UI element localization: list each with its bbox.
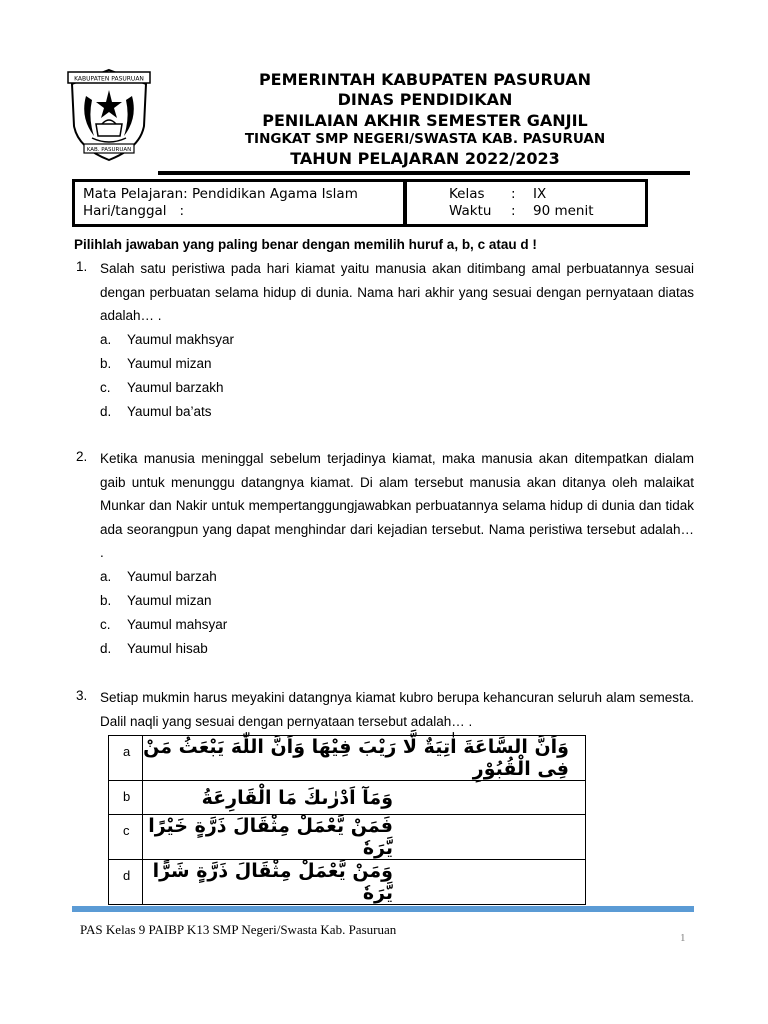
option-letter: c. [100, 379, 111, 395]
header-line-3: PENILAIAN AKHIR SEMESTER GANJIL [262, 111, 588, 130]
option-a[interactable] [100, 565, 694, 589]
option-letter: b. [100, 592, 112, 608]
exam-info-box [72, 179, 648, 227]
option-text: Yaumul barzah [127, 568, 217, 584]
kabupaten-pasuruan-logo [66, 66, 152, 164]
option-text: Yaumul mizan [127, 592, 212, 608]
question-1 [76, 257, 694, 424]
question-number: 1. [76, 259, 88, 274]
logo-ribbon-text: KAB. PASURUAN [86, 147, 132, 153]
option-a[interactable] [100, 328, 694, 352]
class-row [449, 186, 645, 203]
option-text: Yaumul ba’ats [127, 404, 212, 420]
question-text: Salah satu peristiwa pada hari kiamat yaitu manusia akan ditimbang amal perbuatannya sesuai dengan perbuatan selama hidup di dunia. Nama hari akhir yang sesuai dengan pernyataan diatas adalah… . [100, 261, 694, 323]
option-c[interactable] [100, 613, 694, 637]
option-letter: d. [100, 404, 112, 420]
answer-row-d[interactable] [109, 860, 586, 905]
subject-text: Mata Pelajaran: Pendidikan Agama Islam [83, 186, 358, 202]
time-row [449, 203, 645, 220]
option-text: Yaumul mahsyar [127, 616, 228, 632]
option-text: Yaumul mizan [127, 355, 212, 371]
option-d[interactable] [100, 400, 694, 424]
question-number: 2. [76, 449, 88, 464]
date-label: Hari/tanggal [83, 203, 167, 219]
answer-row-c[interactable] [109, 815, 586, 860]
option-c[interactable] [100, 376, 694, 400]
logo-banner-text: KABUPATEN PASURUAN [74, 75, 144, 83]
option-b[interactable] [100, 352, 694, 376]
class-label: Kelas [449, 186, 485, 202]
option-letter: c. [100, 616, 111, 632]
question-2 [76, 447, 694, 661]
answer-arabic-text: وَمَنْ يَّعْمَلْ مِثْقَالَ ذَرَّةٍ شَرًّا يَّرَهٗ [143, 860, 586, 905]
option-list [100, 565, 694, 662]
header-line-5: TAHUN PELAJARAN 2022/2023 [290, 149, 560, 168]
question-text: Setiap mukmin harus meyakini datangnya kiamat kubro berupa kehancuran seluruh alam semesta. Dalil naqli yang sesuai dengan pernyataan tersebut adalah… . [100, 690, 694, 729]
footer-text: PAS Kelas 9 PAIBP K13 SMP Negeri/Swasta Kab. Pasuruan [80, 922, 397, 937]
exam-info-left [75, 182, 407, 224]
class-colon: : [511, 186, 516, 202]
option-b[interactable] [100, 589, 694, 613]
page-number: 1 [680, 932, 686, 944]
answer-letter: d [109, 860, 143, 905]
option-text: Yaumul barzakh [127, 379, 224, 395]
exam-info-right [407, 182, 645, 224]
header-line-4: TINGKAT SMP NEGERI/SWASTA KAB. PASURUAN [244, 131, 606, 147]
header-divider [158, 171, 690, 175]
header-line-1: PEMERINTAH KABUPATEN PASURUAN [258, 70, 592, 89]
date-row [83, 203, 403, 220]
answer-row-b[interactable] [109, 781, 586, 815]
class-value: IX [533, 186, 547, 202]
question-number: 3. [76, 688, 88, 703]
header-line-2: DINAS PENDIDIKAN [337, 90, 513, 109]
footer-divider [72, 906, 694, 912]
answer-letter: c [109, 815, 143, 860]
answer-arabic-text: وَمَآ اَدْرٰىكَ مَا الْقَارِعَةُ [143, 781, 586, 815]
option-letter: b. [100, 355, 112, 371]
date-colon: : [179, 203, 184, 219]
answer-arabic-text: فَمَنْ يَّعْمَلْ مِثْقَالَ ذَرَّةٍ خَيْرًا يَّرَهٗ [143, 815, 586, 860]
option-letter: a. [100, 331, 112, 347]
answer-arabic-text: وَاَنَّ السَّاعَةَ اٰتِيَةٌ لَّا رَيْبَ فِيْهَا وَاَنَّ اللّٰهَ يَبْعَثُ مَنْ فِى الْقُبُوْرِ [143, 736, 586, 781]
answer-letter: b [109, 781, 143, 815]
answer-row-a[interactable] [109, 736, 586, 781]
option-text: Yaumul hisab [127, 641, 208, 657]
time-colon: : [511, 203, 516, 219]
instruction-text: Pilihlah jawaban yang paling benar dengan memilih huruf a, b, c atau d ! [74, 237, 537, 252]
option-d[interactable] [100, 637, 694, 661]
option-text: Yaumul makhsyar [127, 331, 235, 347]
option-list [100, 328, 694, 425]
time-value: 90 menit [533, 203, 594, 219]
answer-table [108, 735, 586, 905]
question-3 [76, 686, 694, 733]
time-label: Waktu [449, 203, 492, 219]
answer-letter: a [109, 736, 143, 781]
option-letter: a. [100, 568, 112, 584]
option-letter: d. [100, 641, 112, 657]
question-text: Ketika manusia meninggal sebelum terjadinya kiamat, maka manusia akan ditempatkan dialam gaib untuk menunggu datangnya kiamat. Di alam tersebut manusia akan ditanya oleh malaikat Munkar dan Nakir untuk mempertanggungjawabkan perbuatannya selama hidup di dunia dan tidak ada seorangpun yang dapat menghindar dari kejadian tersebut. Nama peristiwa tersebut adalah… . [100, 451, 694, 560]
